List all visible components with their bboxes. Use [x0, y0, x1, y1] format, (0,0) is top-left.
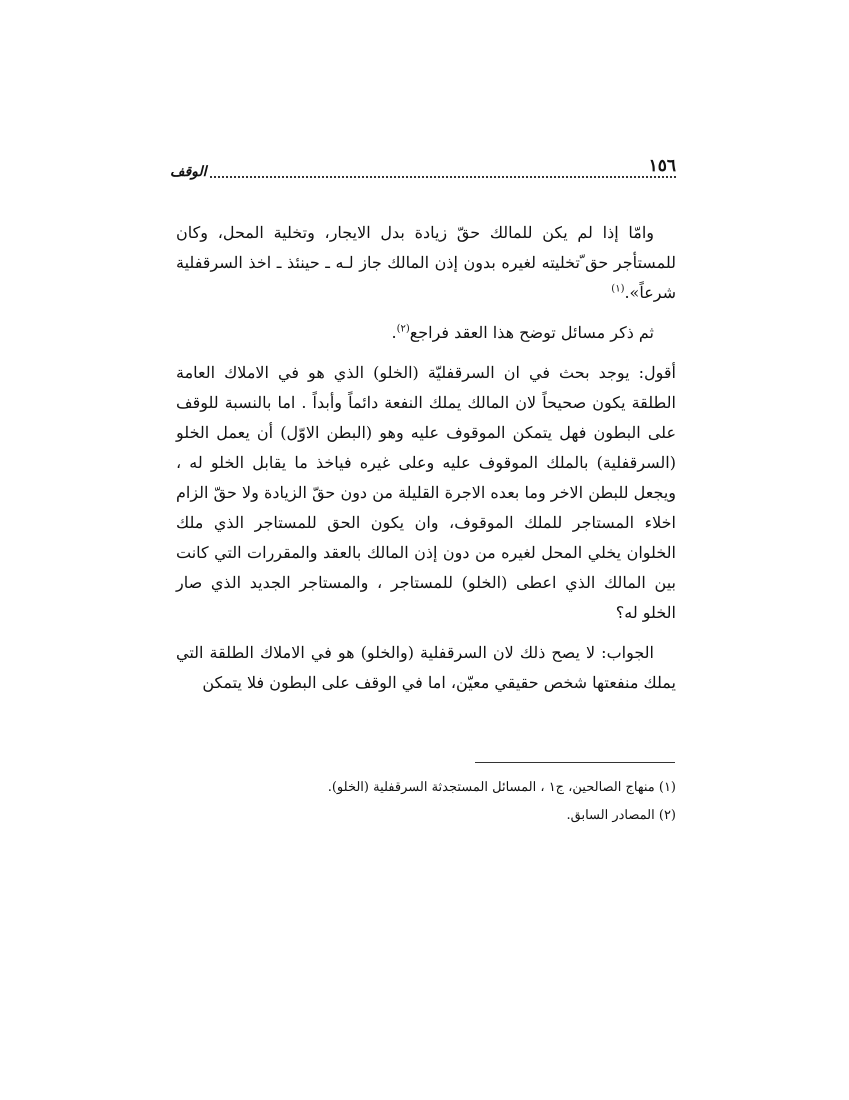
- header-dotted-leader: [210, 166, 676, 178]
- page-number: ١٥٦: [648, 156, 676, 176]
- header-title: الوقف: [170, 164, 207, 180]
- paragraph-1-text: وامّا إذا لم يكن للمالك حقّ زيادة بدل الايجار، وتخلية المحل، وكان للمستأجر حق ّتخليته لغيره بدون إذن المالك جاز لـه ـ حينئذ ـ اخذ السرقفلية شرعاً».: [176, 223, 676, 302]
- footnote-ref-1: (١): [611, 283, 625, 295]
- paragraph-3: أقول: يوجد بحث في ان السرقفليّة (الخلو) الذي هو في الاملاك العامة الطلقة يكون صحيحاً لان المالك يملك النفعة دائماً وأبداً . اما بالنسبة للوقف على البطون فهل يتمكن الموقوف عليه وهو (البطن الاوّل) أن يعمل الخلو (السرقفلية) بالملك الموقوف عليه وعلى غيره فياخذ ما يقابل الخلو له ، ويجعل للبطن الاخر وما بعده الاجرة القليلة من دون حقّ الزيادة ولا حقّ الزام اخلاء المستاجر للملك الموقوف، وان يكون الحق للمستاجر الذي ملك الخلوان يخلي المحل لغيره من دون إذن المالك بالعقد والمقررات التي كانت بين المالك الذي اعطى (الخلو) للمستاجر ، والمستاجر الجديد الذي صار الخلو له؟: [176, 363, 676, 622]
- running-header: [170, 156, 676, 186]
- paragraph-2-text: ثم ذكر مسائل توضح هذا العقد فراجع: [409, 323, 654, 342]
- body-text: [176, 218, 676, 708]
- footnotes: [176, 774, 676, 830]
- footnote-1: (١) منهاج الصالحين، ج١ ، المسائل المستجدثة السرقفلية (الخلو).: [327, 780, 676, 795]
- footnote-2: (٢) المصادر السابق.: [566, 808, 676, 823]
- paragraph-1: [176, 218, 676, 308]
- footnote-separator: [475, 762, 675, 763]
- footnote-ref-2: (٢): [396, 323, 410, 335]
- paragraph-2: ثم ذكر مسائل توضح هذا العقد فراجع$^{(٢)}$.: [391, 323, 654, 342]
- paragraph-4: الجواب: لا يصح ذلك لان السرقفلية (والخلو) هو في الاملاك الطلقة التي يملك منفعتها شخص حقيقي معيّن، اما في الوقف على البطون فلا يتمكن: [176, 643, 676, 692]
